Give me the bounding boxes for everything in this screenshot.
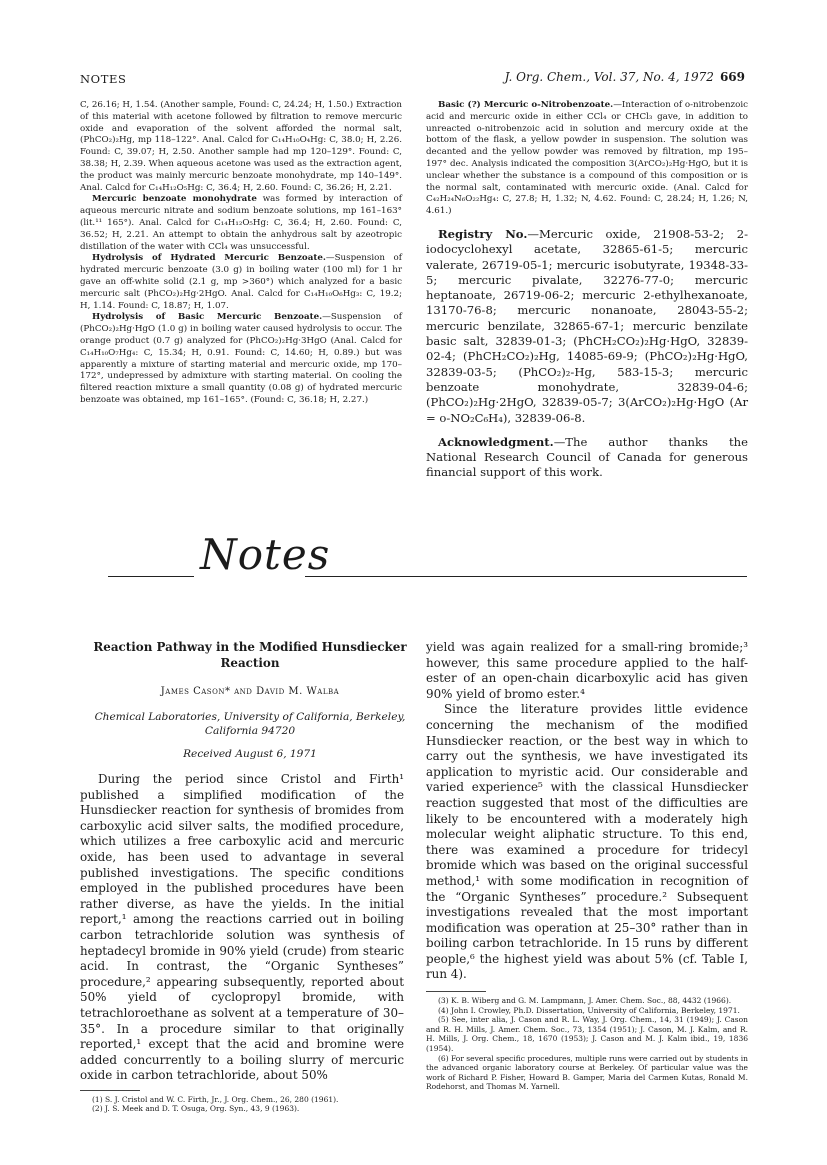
banner-rule-left bbox=[108, 576, 194, 577]
monohydrate-heading: Mercuric benzoate monohydrate bbox=[92, 194, 257, 205]
footnote-3: (3) K. B. Wiberg and G. M. Lampmann, J. Amer. Chem. Soc., 88, 4432 (1966). bbox=[438, 996, 732, 1006]
hydrolysis-basic-paragraph bbox=[80, 312, 402, 406]
acknowledgment-paragraph bbox=[426, 435, 748, 481]
top-left-column bbox=[80, 100, 402, 407]
analysis-paragraph: C, 26.16; H, 1.54. (Another sample, Found: C, 24.24; H, 1.50.) Extraction of this material with acetone followed by filtration to remove mercuric oxide and evaporation of the solvent afforded the normal salt, (PhCO₂)₂Hg, mp 118–122°. Anal. Calcd for C₁₄H₁₀O₄Hg: C, 38.0; H, 2.26. Found: C, 39.07; H, 2.50. Another sample had mp 120–129°. Found: C, 38.38; H, 2.39. When aqueous acetone was used as the extraction agent, the product was mainly mercuric benzoate monohydrate, mp 140–149°. Anal. Calcd for C₁₄H₁₂O₅Hg: C, 36.4; H, 2.60. Found: C, 36.26; H, 2.21. bbox=[80, 100, 402, 193]
journal-citation: J. Org. Chem., Vol. 37, No. 4, 1972 bbox=[504, 70, 714, 84]
acknowledgment-text: —The author thanks the National Research Council of Canada for generous financial support of this work. bbox=[426, 434, 748, 480]
footnote-rule bbox=[80, 1090, 140, 1091]
footnote-4: (4) John I. Crowley, Ph.D. Dissertation, University of California, Berkeley, 1971. bbox=[438, 1005, 740, 1015]
top-right-column bbox=[426, 100, 748, 481]
banner-rule-right bbox=[305, 576, 747, 577]
intro-paragraph: During the period since Cristol and Firth¹ published a simplified modification of the Hunsdiecker reaction for synthesis of bromides from carboxylic acid silver salts, the modified procedure, which utilizes a free carboxylic acid and mercuric oxide, has been used to advantage in several published investigations. The specific conditions employed in the published procedures have been rather diverse, as have the yields. In the initial report,¹ among the reactions carried out in boiling carbon tetrachloride solution was synthesis of heptadecyl bromide in 90% yield (crude) from stearic acid. In contrast, the “Organic Syntheses” procedure,² appearing subsequently, reported about 50% yield of cyclopropyl bromide, with tetrachloroethane as solvent at a temperature of 30–35°. In a procedure similar to that originally reported,¹ except that the acid and bromine were added concurrently to a boiling slurry of mercuric oxide in carbon tetrachloride, about 50% bbox=[80, 772, 404, 1083]
running-head-section: NOTES bbox=[80, 72, 127, 86]
monohydrate-paragraph bbox=[80, 194, 402, 253]
monohydrate-text: was formed by interaction of aqueous mercuric nitrate and sodium benzoate solutions, mp 161–163° (lit.¹¹ 165°). Anal. Calcd for C₁₄H₁₂O₅Hg: C, 36.4; H, 2.60. Found: C, 36.52; H, 2.21. An attempt to obtain the anhydrous salt by azeotropic distillation of the water with CCl₄ was unsuccessful. bbox=[80, 194, 403, 252]
registry-text: —Mercuric oxide, 21908-53-2; 2-iodocyclohexyl acetate, 32865-61-5; mercuric valerate, 26719-05-1; mercuric isobutyrate, 19348-33-5; mercuric pivalate, 32276-77-0; mercuric heptanoate, 26719-06-2; mercuric 2-ethylhexanoate, 13170-76-8; mercuric nonanoate, 28043-55-2; mercuric benzilate, 32865-67-1; mercuric benzilate basic salt, 32839-01-3; (PhCH₂CO₂)₂Hg·HgO, 32839-02-4; (PhCH₂CO₂)₂Hg, 14085-69-9; (PhCO₂)₂Hg·HgO, 32839-03-5; (PhCO₂)₂-Hg, 583-15-3; mercuric benzoate monohydrate, 32839-04-6; (PhCO₂)₂Hg·2HgO, 32839-05-7; 3(ArCO₂)₂Hg·HgO (Ar = o-NO₂C₆H₄), 32839-06-8. bbox=[426, 226, 748, 425]
hydrolysis-hydrated-text: —Suspension of hydrated mercuric benzoate (3.0 g) in boiling water (100 ml) for 1 hr gave an off-white solid (2.1 g, mp >360°) which analyzed for a basic mercuric salt (PhCO₂)₂Hg·2HgO. Anal. Calcd for C₁₄H₁₀O₆Hg₃: C, 19.2; H, 1.14. Found: C, 18.87; H, 1.07. bbox=[80, 253, 402, 311]
received-date: Received August 6, 1971 bbox=[183, 748, 317, 760]
acknowledgment-heading: Acknowledgment. bbox=[438, 434, 554, 449]
article-affiliation: Chemical Laboratories, University of California, Berkeley, California 94720 bbox=[94, 711, 406, 737]
notes-section-banner bbox=[108, 532, 748, 582]
registry-paragraph bbox=[426, 227, 748, 426]
nitrobenzoate-paragraph bbox=[426, 100, 748, 218]
hydrolysis-basic-text: —Suspension of (PhCO₂)₂Hg·HgO (1.0 g) in boiling water caused hydrolysis to occur. The orange product (0.7 g) analyzed for (PhCO₂)₂Hg·3HgO (Anal. Calcd for C₁₄H₁₀O₇Hg₄: C, 15.34; H, 0.91. Found: C, 14.60; H, 0.89.) but was apparently a mixture of starting material and mercuric oxide, mp 170–172°, undepressed by admixture with starting material. On cooling the filtered reaction mixture a small quantity (0.08 g) of hydrated mercuric benzoate was obtained, mp 161–165°. (Found: C, 36.18; H, 2.27.) bbox=[80, 312, 402, 405]
mechanism-paragraph: Since the literature provides little evidence concerning the mechanism of the modified Hunsdiecker reaction, or the best way in which to carry out the synthesis, we have investigated its application to myristic acid. Our considerable and varied experience⁵ with the classical Hunsdiecker reaction suggested that most of the difficulties are likely to be encountered with a moderately high molecular weight aliphatic structure. To this end, there was examined a procedure for tridecyl bromide which was based on the original successful method,¹ with some modification in recognition of the “Organic Syntheses” procedure.² Subsequent investigations revealed that the most important modification was operation at 25–30° rather than in boiling carbon tetrachloride. In 15 runs by different people,⁶ the highest yield was about 5% (cf. Table I, run 4). bbox=[426, 702, 748, 982]
continuation-paragraph: yield was again realized for a small-ring bromide;³ however, this same procedure applied to the half-ester of an open-chain dicarboxylic acid has given 90% yield of bromo ester.⁴ bbox=[426, 640, 748, 701]
article-right-column bbox=[426, 640, 748, 1092]
hydrolysis-hydrated-heading: Hydrolysis of Hydrated Mercuric Benzoate. bbox=[92, 253, 326, 264]
article-authors: James Cason* and David M. Walba bbox=[160, 686, 340, 697]
registry-heading: Registry No. bbox=[438, 226, 528, 241]
nitrobenzoate-text: —Interaction of o-nitrobenzoic acid and mercuric oxide in either CCl₄ or CHCl₃ gave, in addition to unreacted o-nitrobenzoic acid in solution and mercury oxide at the bottom of the flask, a yellow powder in suspension. The solution was decanted and the yellow powder was removed by filtration, mp 195–197° dec. Analysis indicated the composition 3(ArCO₂)₂Hg·HgO, but it is unclear whether the substance is a compound of this composition or is the normal salt, contaminated with mercuric oxide. (Anal. Calcd for C₄₂H₂₄N₆O₂₂Hg₄: C, 27.8; H, 1.32; N, 4.62. Found: C, 28.24; H, 1.26; N, 4.61.) bbox=[426, 100, 748, 217]
footnote-2: (2) J. S. Meek and D. T. Osuga, Org. Syn., 43, 9 (1963). bbox=[92, 1104, 300, 1114]
article-left-column bbox=[80, 772, 404, 1114]
page-number: 669 bbox=[719, 70, 745, 84]
running-head-journal bbox=[505, 70, 745, 84]
footnote-5: (5) See, inter alia, J. Cason and R. L. Way, J. Org. Chem., 14, 31 (1949); J. Cason and R. H. Mills, J. Amer. Chem. Soc., 73, 1354 (1951); J. Cason, M. J. Kalm, and R. H. Mills, J. Org. Chem., 18, 1670 (1953); J. Cason and M. J. Kalm ibid., 19, 1836 (1954). bbox=[426, 1015, 748, 1054]
footnote-rule bbox=[426, 991, 486, 992]
article-title: Reaction Pathway in the Modified Hunsdiecker Reaction bbox=[93, 640, 407, 670]
hydrolysis-hydrated-paragraph bbox=[80, 253, 402, 312]
hydrolysis-basic-heading: Hydrolysis of Basic Mercuric Benzoate. bbox=[92, 312, 323, 323]
footnote-6: (6) For several specific procedures, multiple runs were carried out by students in the advanced organic laboratory course at Berkeley. Of particular value was the work of Richard P. Fisher, Howard B. Gamper, Maria del Carmen Kutas, Ronald M. Rodehorst, and Thomas M. Yarnell. bbox=[426, 1053, 748, 1092]
nitrobenzoate-heading: Basic (?) Mercuric o-Nitrobenzoate. bbox=[438, 100, 614, 110]
notes-heading: Notes bbox=[200, 530, 331, 579]
footnote-1: (1) S. J. Cristol and W. C. Firth, Jr., J. Org. Chem., 26, 280 (1961). bbox=[92, 1094, 339, 1104]
